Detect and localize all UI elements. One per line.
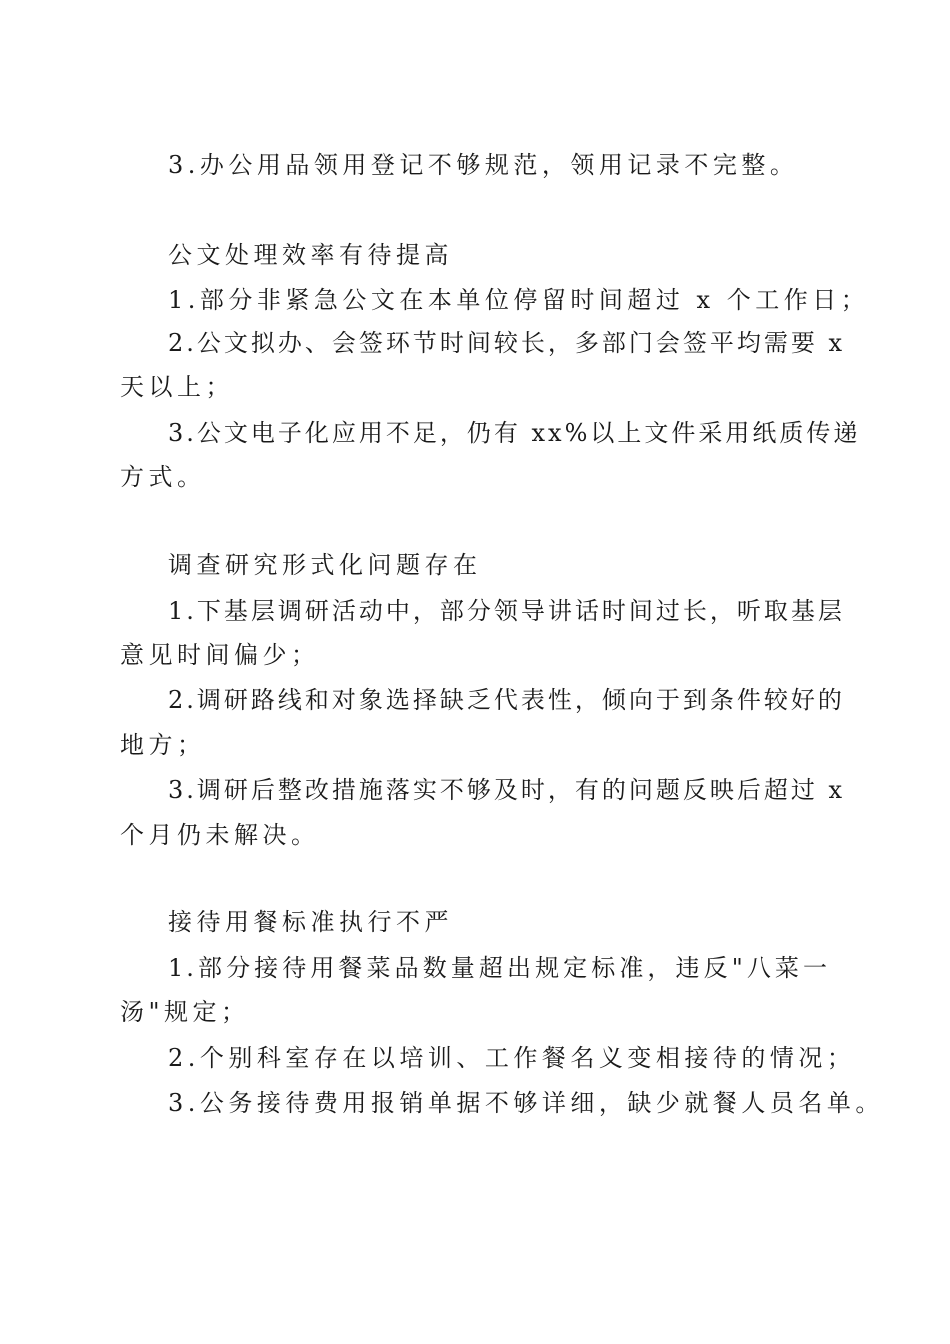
list-item-continuation: 天以上； [120, 373, 234, 401]
section-heading: 接待用餐标准执行不严 [168, 908, 453, 936]
list-item: 3.公务接待费用报销单据不够详细，缺少就餐人员名单。 [168, 1089, 884, 1117]
list-item: 1.下基层调研活动中，部分领导讲话时间过长，听取基层 [168, 597, 845, 625]
list-item: 2.个别科室存在以培训、工作餐名义变相接待的情况； [168, 1044, 856, 1072]
list-item: 2.公文拟办、会签环节时间较长，多部门会签平均需要 x [168, 329, 846, 357]
list-item-continuation: 个月仍未解决。 [120, 821, 320, 849]
list-item-continuation: 地方； [120, 731, 206, 759]
list-item: 2.调研路线和对象选择缺乏代表性，倾向于到条件较好的 [168, 686, 845, 714]
list-item-continuation: 汤"规定； [120, 998, 250, 1026]
intro-item: 3.办公用品领用登记不够规范，领用记录不完整。 [168, 151, 799, 179]
list-item: 1.部分非紧急公文在本单位停留时间超过 x 个工作日； [168, 286, 870, 314]
list-item-continuation: 方式。 [120, 463, 206, 491]
list-item-continuation: 意见时间偏少； [120, 641, 320, 669]
list-item: 1.部分接待用餐菜品数量超出规定标准，违反"八菜一 [168, 954, 830, 982]
list-item: 3.公文电子化应用不足，仍有 xx%以上文件采用纸质传递 [168, 419, 861, 447]
section-heading: 调查研究形式化问题存在 [168, 551, 482, 579]
list-item: 3.调研后整改措施落实不够及时，有的问题反映后超过 x [168, 776, 846, 804]
section-heading: 公文处理效率有待提高 [168, 241, 453, 269]
